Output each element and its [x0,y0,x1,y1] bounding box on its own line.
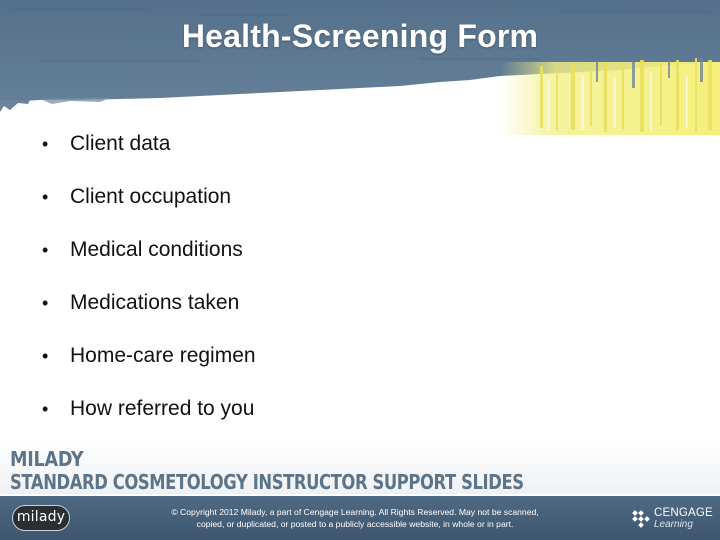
bullet-icon: • [42,399,49,419]
bullet-text: Home-care regimen [70,344,256,367]
list-item [42,340,256,393]
cengage-logo [632,504,716,534]
footer-bar [0,496,720,540]
publisher-sub: Learning [654,519,693,530]
copyright-notice [150,506,560,530]
list-item [42,128,256,181]
bullet-icon: • [42,134,49,154]
bullet-text: Client data [70,132,171,155]
bullet-icon: • [42,187,49,207]
copyright-line-1: © Copyright 2012 Milady, a part of Cengage Learning. All Rights Reserved. May not be scanned, [171,507,539,517]
bullet-text: How referred to you [70,397,255,420]
brand-series-title: STANDARD COSMETOLOGY INSTRUCTOR SUPPORT SLIDES [10,470,524,494]
cengage-mark-icon [632,510,650,528]
copyright-line-2: copied, or duplicated, or posted to a publicly accessible website, in whole or in part. [196,519,514,529]
header-banner [0,0,720,135]
bullet-text: Client occupation [70,185,232,208]
bullet-list [42,128,256,446]
slide-title: Health-Screening Form [181,18,539,54]
brand-name: MILADY [10,447,84,471]
list-item [42,393,256,446]
bullet-icon: • [42,346,49,366]
bullet-icon: • [42,293,49,313]
bullet-text: Medical conditions [70,238,243,261]
list-item [42,181,256,234]
bullet-text: Medications taken [70,291,240,314]
list-item [42,234,256,287]
list-item [42,287,256,340]
milady-logo-badge: milady [12,505,70,531]
publisher-name: CENGAGE [654,507,713,519]
bullet-icon: • [42,240,49,260]
